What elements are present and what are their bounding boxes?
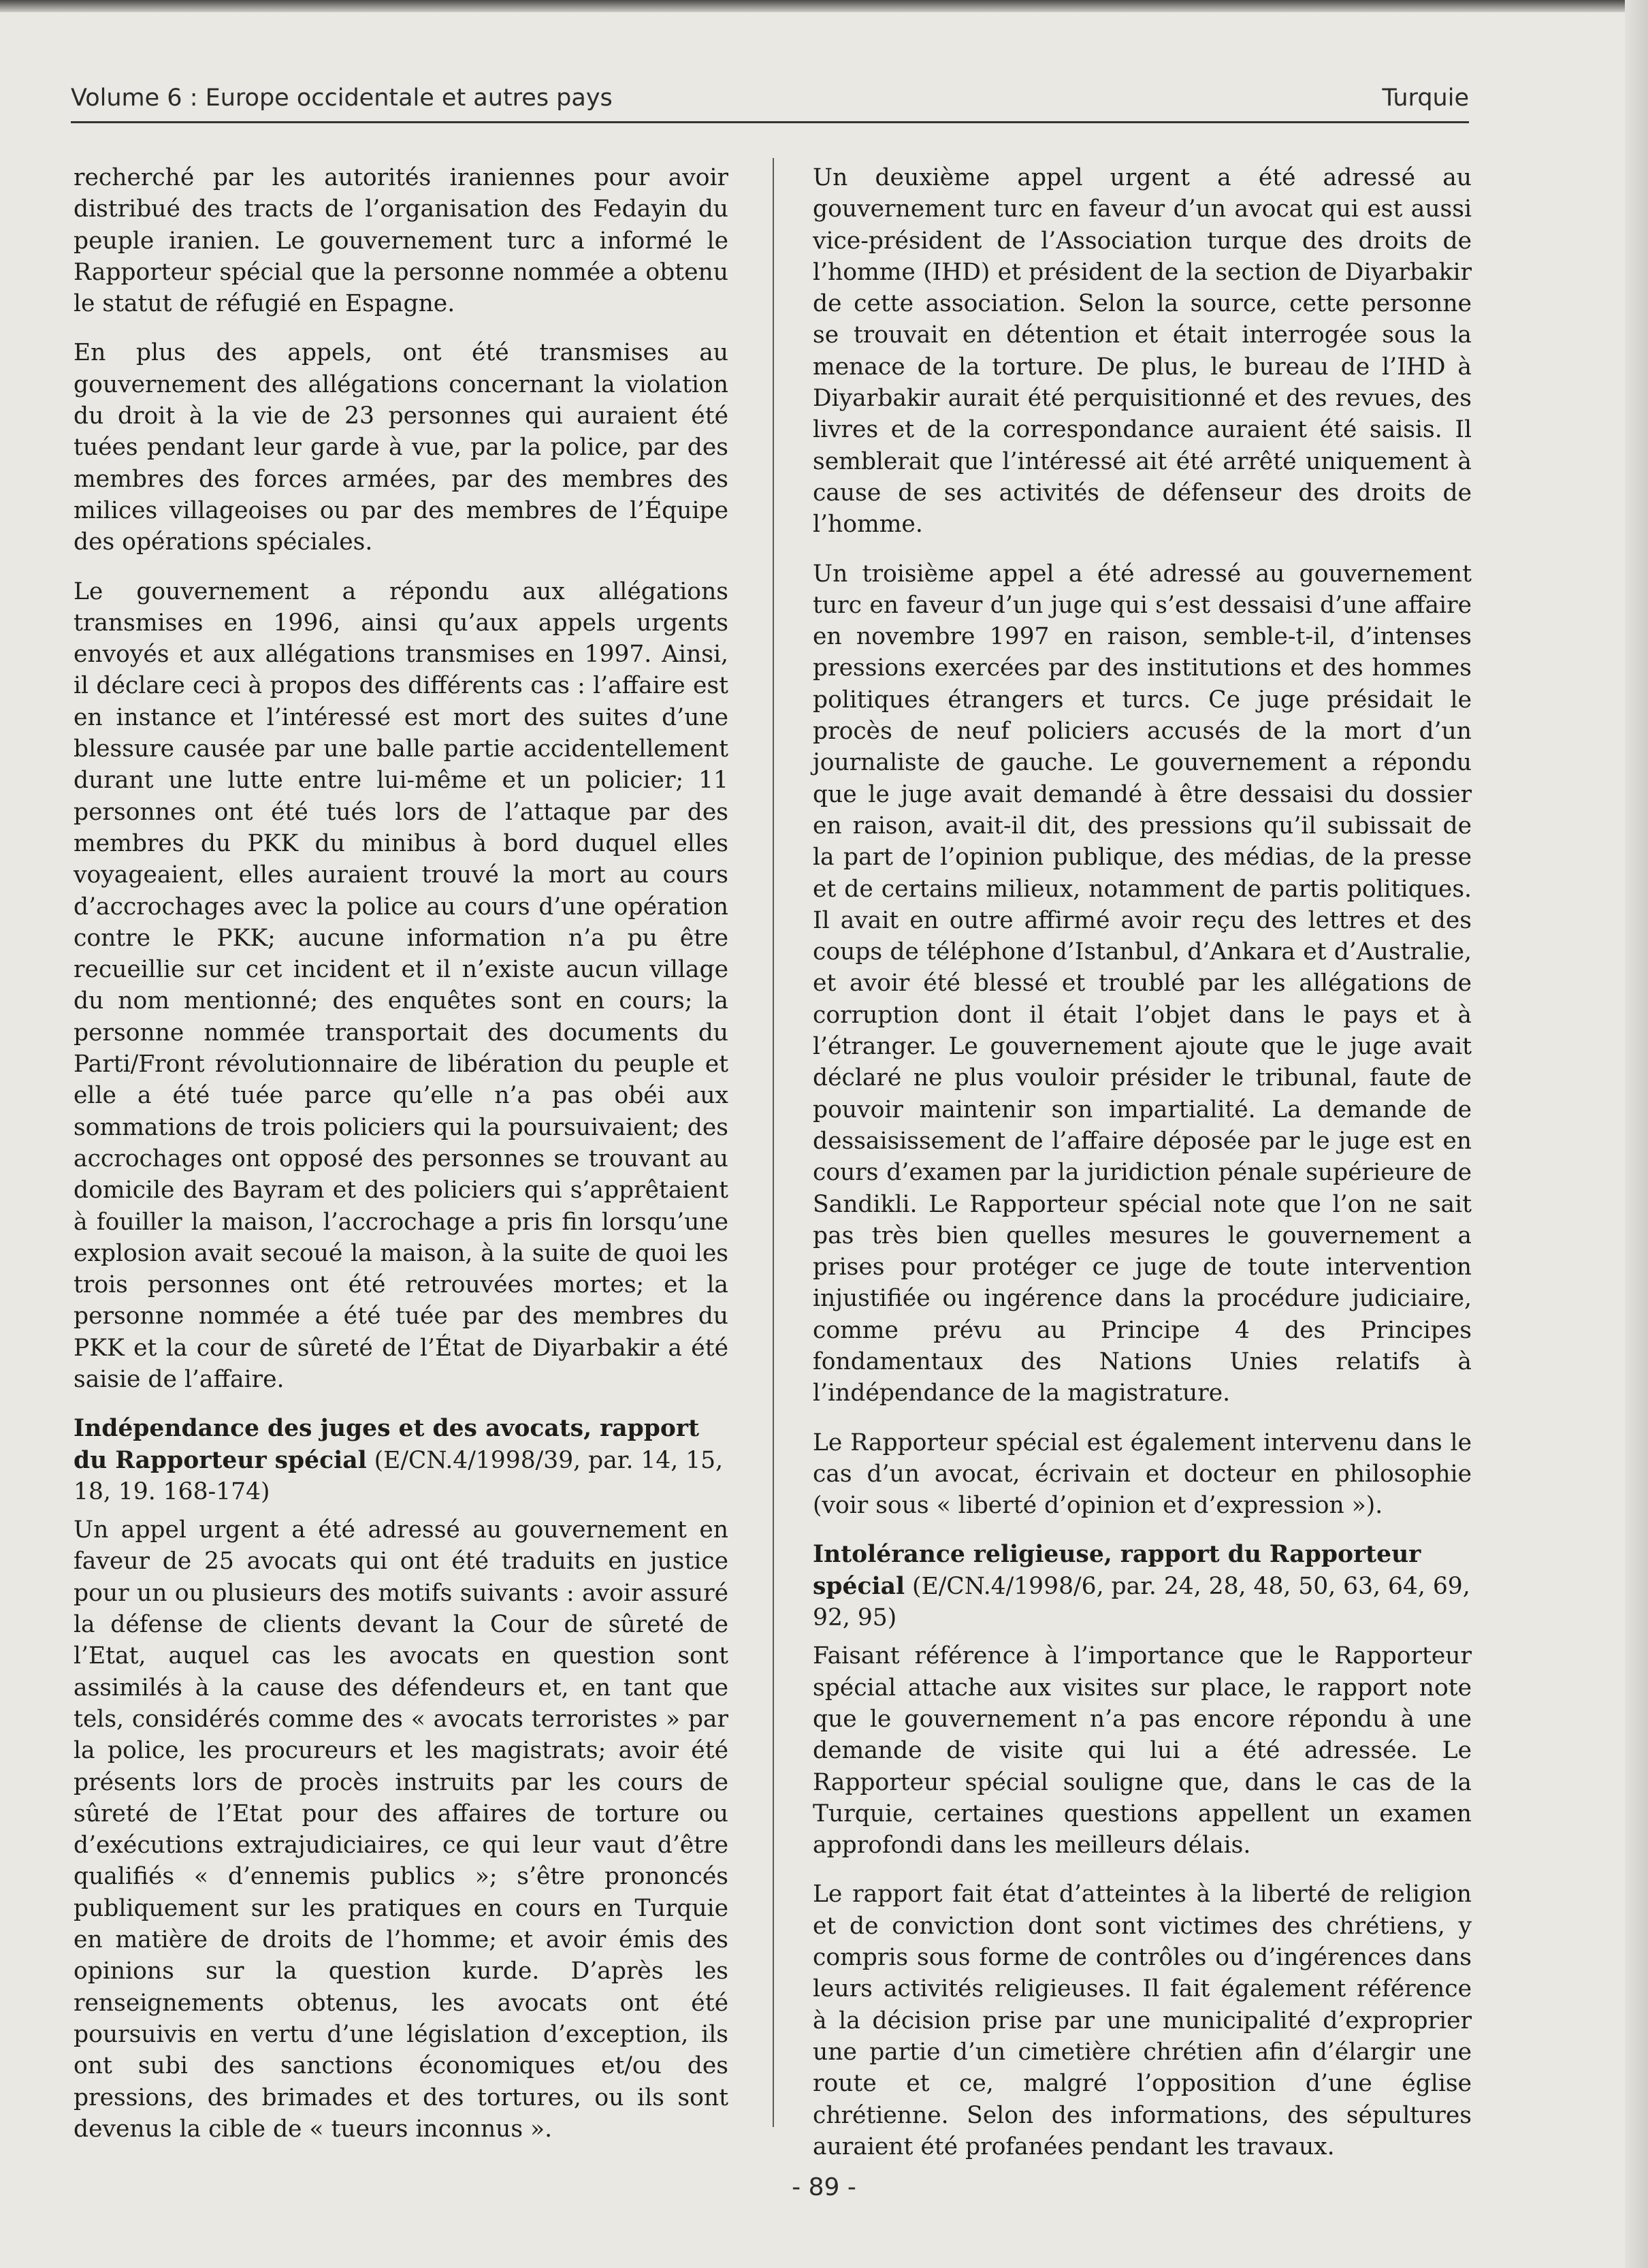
paragraph: Un appel urgent a été adressé au gouvernement en faveur de 25 avocats qui ont été traduits en justice pour un ou plusieurs des motifs suivants : avoir assuré la défense de clients devant la Cour de sûreté de l’Etat, auquel cas les avocats en question sont assimilés à la cause des défendeurs et, en tant que tels, considérés comme des « avocats terroristes » par la police, les procureurs et les magistrats; avoir été présents lors de procès instruits par les cours de sûreté de l’Etat pour des affaires de torture ou d’exécutions extrajudiciaires, ce qui leur vaut d’être qualifiés « d’ennemis publics »; s’être prononcés publiquement sur les pratiques en cours en Turquie en matière de droits de l’homme; et avoir émis des opinions sur la question kurde. D’après les renseignements obtenus, les avocats ont été poursuivis en vertu d’une législation d’exception, ils ont subi des sanctions économiques et/ou des pressions, des brimades et des tortures, ou ils sont devenus la cible de « tueurs inconnus ». <box>74 1516 728 2143</box>
header-volume-title: Volume 6 : Europe occidentale et autres pays <box>71 84 613 112</box>
paragraph: En plus des appels, ont été transmises au gouvernement des allégations concernant la violation du droit à la vie de 23 personnes qui auraient été tuées pendant leur garde à vue, par la police, par des membres des forces armées, par des membres des milices villageoises ou par des membres de l’Équipe des opérations spéciales. <box>74 339 728 556</box>
paragraph: recherché par les autorités iraniennes pour avoir distribué des tracts de l’organisation des Fedayin du peuple iranien. Le gouvernement turc a informé le Rapporteur spécial que la personne nommée a obtenu le statut de réfugié en Espagne. <box>74 164 728 318</box>
paragraph: Le rapport fait état d’atteintes à la liberté de religion et de conviction dont sont victimes des chrétiens, y compris sous forme de contrôles ou d’ingérences dans leurs activités religieuses. Il fait également référence à la décision prise par une municipalité d’exproprier une partie d’un cimetière chrétien afin d’élargir une route et ce, malgré l’opposition d’une église chrétienne. Selon des informations, des sépultures auraient été profanées pendant les travaux. <box>813 1881 1472 2160</box>
header-country: Turquie <box>1382 84 1469 112</box>
scan-right-edge <box>1625 0 1648 2268</box>
paragraph: Le gouvernement a répondu aux allégations transmises en 1996, ainsi qu’aux appels urgents envoyés et aux allégations transmises en 1997. Ainsi, il déclare ceci à propos des différents cas : l’affaire est en instance et l’intéressé est mort des suites d’une blessure causée par une balle partie accidentellement durant une lutte entre lui-même et un policier; 11 personnes ont été tués lors de l’attaque par des membres du PKK du minibus à bord duquel elles voyageaient, elles auraient trouvé la mort au cours d’accrochages avec la police au cours d’une opération contre le PKK; aucune information n’a pu être recueillie sur cet incident et il n’existe aucun village du nom mentionné; des enquêtes sont en cours; la personne nommée transportait des documents du Parti/Front révolutionnaire de libération du peuple et elle a été tuée parce qu’elle n’a pas obéi aux sommations de trois policiers qui la poursuivaient; des accrochages ont opposé des personnes se trouvant au domicile des Bayram et des policiers qui s’apprêtaient à fouiller la maison, l’accrochage a pris fin lorsqu’une explosion avait secoué la maison, à la suite de quoi les trois personnes ont été retrouvées mortes; et la personne nommée a été tuée par des membres du PKK et la cour de sûreté de l’État de Diyarbakir a été saisie de l’affaire. <box>74 577 728 1393</box>
left-column <box>74 162 728 2162</box>
paragraph: Faisant référence à l’importance que le Rapporteur spécial attache aux visites sur place, le rapport note que le gouvernement n’a pas encore répondu à une demande de visite qui lui a été adressée. Le Rapporteur spécial souligne que, dans le cas de la Turquie, certaines questions appellent un examen approfondi dans les meilleurs délais. <box>813 1642 1472 1859</box>
paragraph: Un deuxième appel urgent a été adressé au gouvernement turc en faveur d’un avocat qui est aussi vice-président de l’Association turque des droits de l’homme (IHD) et président de la section de Diyarbakir de cette association. Selon la source, cette personne se trouvait en détention et était interrogée sous la menace de la torture. De plus, le bureau de l’IHD à Diyarbakir aurait été perquisitionné et des revues, des livres et de la correspondance auraient été saisis. Il semblerait que l’intéressé ait été arrêté uniquement à cause de ses activités de défenseur des droits de l’homme. <box>813 164 1472 539</box>
section-heading-title: Indépendance des juges et des avocats, rapport du Rapporteur spécial <box>74 1415 700 1474</box>
scan-top-edge <box>0 0 1648 12</box>
section-heading-religion <box>813 1539 1472 1633</box>
section-heading-reference: (E/CN.4/1998/39, par. 14, 15, 18, 19. 168-174) <box>74 1446 724 1505</box>
section-heading-title: Intolérance religieuse, rapport du Rapporteur spécial <box>813 1541 1421 1600</box>
right-column <box>813 162 1472 2180</box>
section-heading-reference: (E/CN.4/1998/6, par. 24, 28, 48, 50, 63, 64, 69, 92, 95) <box>813 1572 1470 1632</box>
running-header <box>71 84 1469 123</box>
section-heading-judges <box>74 1413 728 1507</box>
page-number: - 89 - <box>792 2173 856 2201</box>
column-divider <box>773 158 774 2127</box>
paragraph: Le Rapporteur spécial est également intervenu dans le cas d’un avocat, écrivain et docteur en philosophie (voir sous « liberté d’opinion et d’expression »). <box>813 1428 1472 1520</box>
paragraph: Un troisième appel a été adressé au gouvernement turc en faveur d’un juge qui s’est dessaisi d’une affaire en novembre 1997 en raison, semble-t-il, d’intenses pressions exercées par des institutions et des hommes politiques étrangers et turcs. Ce juge présidait le procès de neuf policiers accusés de la mort d’un journaliste de gauche. Le gouvernement a répondu que le juge avait demandé à être dessaisi du dossier en raison, avait-il dit, des pressions qu’il subissait de la part de l’opinion publique, des médias, de la presse et de certains milieux, notamment de partis politiques. Il avait en outre affirmé avoir reçu des lettres et des coups de téléphone d’Istanbul, d’Ankara et d’Australie, et avoir été blessé et troublé par les allégations de corruption dont il était l’objet dans le pays et à l’étranger. Le gouvernement ajoute que le juge avait déclaré ne plus vouloir présider le tribunal, faute de pouvoir maintenir son impartialité. La demande de dessaisissement de l’affaire déposée par le juge est en cours d’examen par la juridiction pénale supérieure de Sandikli. Le Rapporteur spécial note que l’on ne sait pas très bien quelles mesures le gouvernement a prises pour protéger ce juge de toute intervention injustifiée ou ingérence dans la procédure judiciaire, comme prévu au Principe 4 des Principes fondamentaux des Nations Unies relatifs à l’indépendance de la magistrature. <box>813 560 1472 1407</box>
header-rule <box>71 121 1469 123</box>
